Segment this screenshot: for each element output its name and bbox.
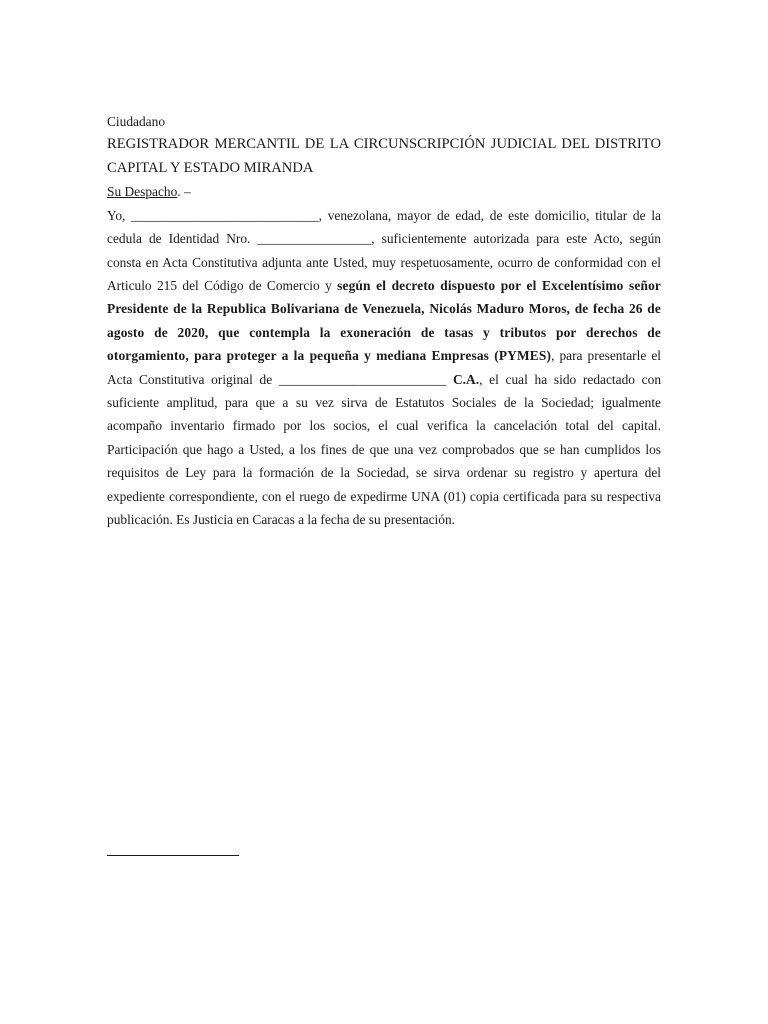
body-text-part3: , el cual ha sido redactado con suficiente amplitud, para que a su vez sirva de Estatutos Sociales de la Sociedad; igualmente acompaño inventario firmado por los socios, el cual verifica la cancelación total del capital. Participación que hago a Usted, a los fines de que una vez comprobados que se han cumplidos los requisitos de Ley para la formación de la Sociedad, se sirva ordenar su registro y apertura del expediente correspondiente, con el ruego de expedirme UNA (01) copia certificada para su respectiva publicación. Es Justicia en Caracas a la fecha de su presentación.	[107, 371, 662, 528]
despacho-line	[107, 180, 661, 203]
despacho-label: Su Despacho	[107, 184, 178, 200]
addressee: REGISTRADOR MERCANTIL DE LA CIRCUNSCRIPCIÓN JUDICIAL DEL DISTRITO CAPITAL Y ESTADO MIRANDA	[107, 136, 661, 176]
body-paragraph	[107, 204, 661, 532]
body-text-part2: , para presentarle el Acta Constitutiva original de _________________________	[107, 348, 661, 387]
salutation: Ciudadano	[107, 114, 166, 129]
company-type: C.A.	[453, 371, 480, 387]
letter-body	[107, 110, 661, 532]
despacho-suffix: . –	[177, 184, 191, 200]
body-text-decree: según el decreto dispuesto por el Excelentísimo señor Presidente de la Republica Bolivariana de Venezuela, Nicolás Maduro Moros, de fecha 26 de agosto de 2020, que contempla la exoneración de tasas y tributos por derechos de otorgamiento, para proteger a la pequeña y mediana Empresas (PYMES)	[107, 278, 662, 364]
body-text-part1: Yo, ____________________________, venezolana, mayor de edad, de este domicilio, titular de la cedula de Identidad Nro. _________________, suficientemente autorizada para este Acto, según consta en Acta Constitutiva adjunta ante Usted, muy respetuosamente, ocurro de conformidad con el Articulo 215 del Código de Comercio y	[107, 207, 661, 294]
signature-line	[107, 855, 239, 856]
